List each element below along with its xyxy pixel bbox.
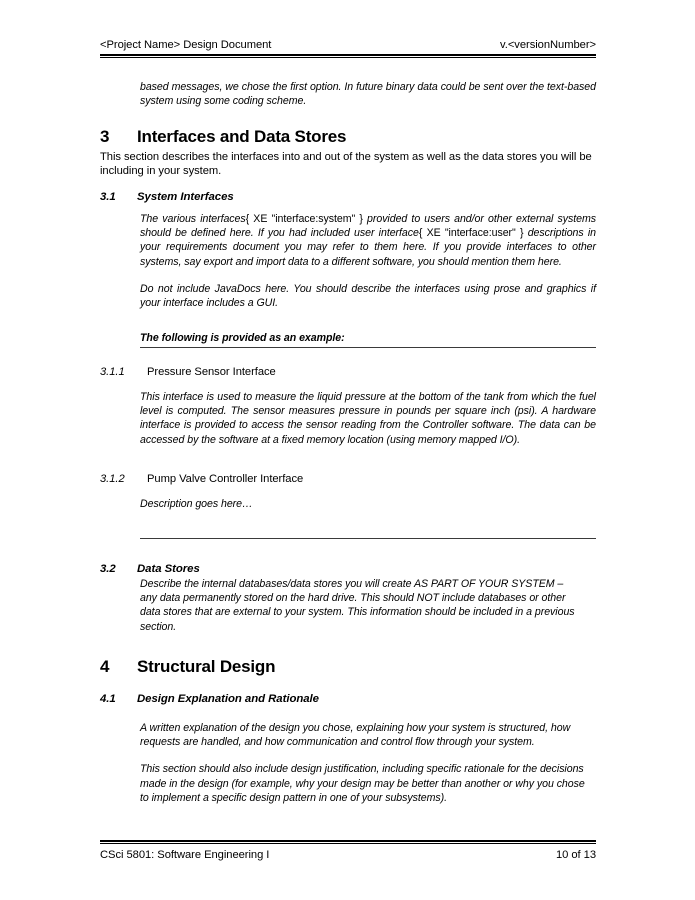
header-left-text: <Project Name> Design Document [100, 39, 272, 51]
page-footer [100, 848, 596, 862]
para-text-a: The various interfaces [140, 213, 246, 225]
section-3-2-heading-block [100, 562, 596, 577]
section-3-1-2-heading-block [100, 472, 596, 487]
example-end-divider [140, 538, 596, 539]
heading-section-3 [100, 126, 596, 147]
heading-section-3-1-1-number: 3.1.1 [100, 366, 125, 378]
heading-section-3-1-2-number: 3.1.2 [100, 473, 125, 485]
heading-section-3-2 [100, 562, 596, 577]
heading-section-3-1-2-title: Pump Valve Controller Interface [147, 473, 304, 485]
heading-section-3-2-title: Data Stores [137, 563, 200, 575]
example-label: The following is provided as an example: [140, 332, 345, 344]
para-text-c: descriptions in your requirements document you may refer to them here. If you provide interfaces to other systems, say export and import data to a different software, you should mention them here. [140, 227, 596, 268]
footer-left-text: CSci 5801: Software Engineering I [100, 849, 270, 861]
section-3-1-2-body: Description goes here… [140, 498, 253, 510]
heading-section-4-1-number: 4.1 [100, 693, 116, 705]
continued-paragraph-block [140, 80, 596, 108]
heading-section-4 [100, 656, 596, 677]
heading-section-4-1 [100, 692, 596, 707]
heading-section-3-1-number: 3.1 [100, 191, 116, 203]
section-3-intro-block [100, 150, 596, 179]
example-label-block [140, 331, 596, 345]
index-field-interface-system: { XE "interface:system" } [245, 213, 363, 225]
example-divider [140, 347, 596, 348]
section-3-1-body-block [140, 212, 596, 310]
section-3-1-1-body: This interface is used to measure the liquid pressure at the bottom of the tank from which the fuel level is computed. The sensor measures pressure in pounds per square inch (psi). A hardware interface is provided to access the sensor reading from the Controller software. The data can be accessed by the software at a fixed memory location (using memory mapped I/O). [140, 391, 596, 446]
section-3-heading-block [100, 126, 596, 147]
heading-section-3-2-number: 3.2 [100, 563, 116, 575]
heading-section-4-1-title: Design Explanation and Rationale [137, 693, 319, 705]
section-3-1-paragraph-2: Do not include JavaDocs here. You should describe the interfaces using prose and graphics if your interface includes a GUI. [140, 282, 596, 310]
section-4-1-heading-block [100, 692, 596, 707]
heading-section-3-1-1 [100, 365, 596, 380]
section-4-1-paragraph-1: A written explanation of the design you chose, explaining how your system is structured, how requests are handled, and how communication and control flow through your system. [140, 722, 571, 749]
section-4-1-paragraph-2: This section should also include design justification, including specific rationale for the decisions made in the design (for example, why your design may be better than another or why you chose to implement a specific design pattern in one of your subsystems). [140, 763, 585, 804]
heading-section-3-number: 3 [100, 127, 110, 146]
heading-section-4-title: Structural Design [137, 657, 276, 676]
heading-section-3-1-2 [100, 472, 596, 487]
heading-section-3-title: Interfaces and Data Stores [137, 127, 347, 146]
heading-section-3-1-title: System Interfaces [137, 191, 234, 203]
section-3-1-2-body-block [140, 497, 596, 511]
continued-paragraph: based messages, we chose the first option. In future binary data could be sent over the text-based system using some coding scheme. [140, 81, 596, 108]
footer-divider [100, 840, 596, 844]
section-3-1-paragraph-1 [140, 212, 596, 269]
heading-section-4-number: 4 [100, 657, 110, 676]
header-right-text: v.<versionNumber> [500, 39, 596, 51]
header-divider [100, 54, 596, 58]
section-3-1-heading-block [100, 190, 596, 205]
page-header [100, 38, 596, 52]
section-3-1-1-body-block [140, 390, 596, 447]
section-4-heading-block [100, 656, 596, 677]
heading-section-3-1-1-title: Pressure Sensor Interface [147, 366, 276, 378]
para-text-b: provided to users and/or other external systems should be defined here. If you had included user interface [140, 213, 596, 240]
section-3-intro: This section describes the interfaces into and out of the system as well as the data stores you will be including in your system. [100, 151, 592, 178]
section-3-2-body-block [140, 577, 580, 634]
heading-section-3-1 [100, 190, 596, 205]
index-field-interface-user: { XE "interface:user" } [418, 227, 524, 240]
section-3-1-1-heading-block [100, 365, 596, 380]
footer-page-number: 10 of 13 [555, 849, 596, 861]
section-3-2-body: Describe the internal databases/data stores you will create AS PART OF YOUR SYSTEM – any data permanently stored on the hard drive. This should NOT include databases or other data stores that are external to your system. This information should be included in a previous section. [140, 578, 575, 633]
section-4-1-body-block [140, 721, 596, 805]
